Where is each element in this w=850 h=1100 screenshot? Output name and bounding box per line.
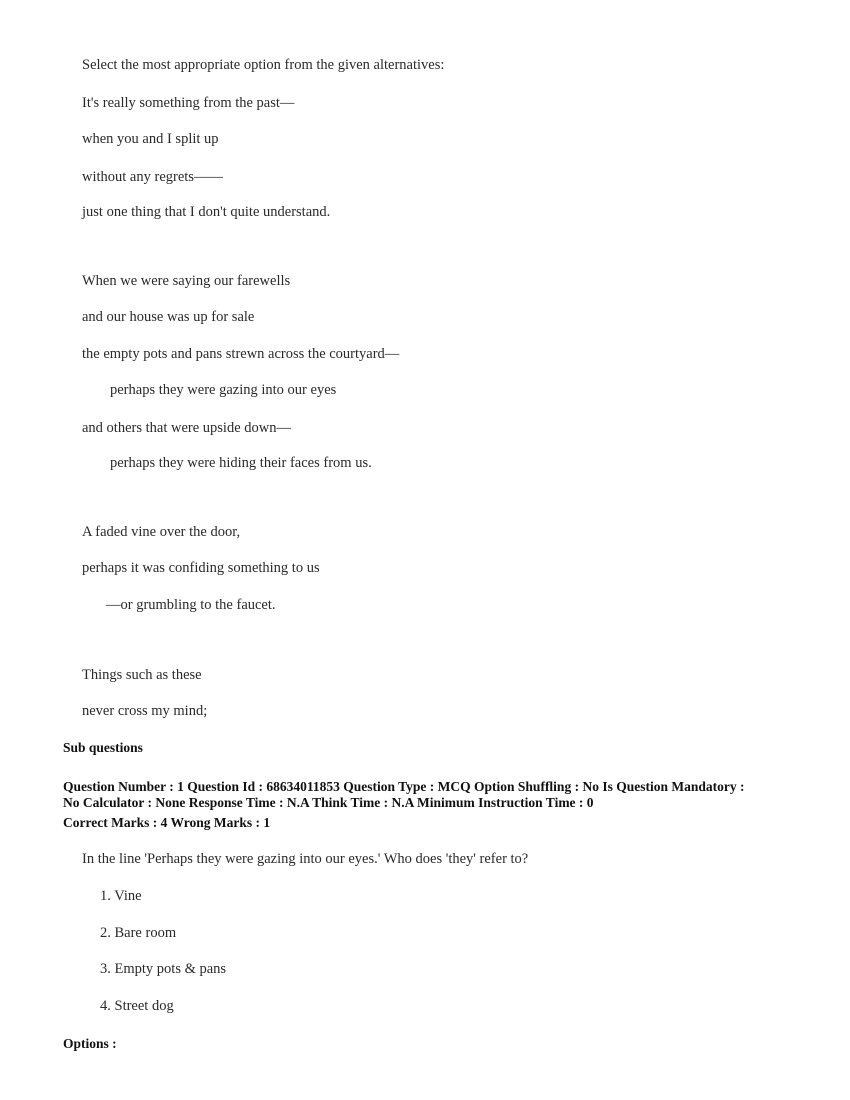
poem-line: the empty pots and pans strewn across the courtyard—	[82, 346, 400, 362]
marks-line: Correct Marks : 4 Wrong Marks : 1	[63, 815, 271, 830]
choice-item: 2. Bare room	[100, 925, 177, 941]
poem-line: A faded vine over the door,	[82, 524, 241, 540]
sub-questions-heading: Sub questions	[63, 740, 143, 755]
poem-line-indented: —or grumbling to the faucet.	[106, 597, 276, 613]
poem-line-indented: perhaps they were hiding their faces from us.	[110, 455, 372, 471]
poem-line: and others that were upside down—	[82, 420, 291, 436]
options-label: Options :	[63, 1036, 117, 1051]
question-meta-line: Question Number : 1 Question Id : 68634011853 Question Type : MCQ Option Shuffling : No Is Question Mandatory :	[63, 779, 745, 794]
choice-item: 3. Empty pots & pans	[100, 961, 227, 977]
instruction-text: Select the most appropriate option from the given alternatives:	[82, 57, 445, 73]
poem-line: without any regrets——	[82, 169, 223, 185]
poem-line: It's really something from the past—	[82, 95, 295, 111]
choice-item: 4. Street dog	[100, 998, 174, 1014]
poem-line: and our house was up for sale	[82, 309, 255, 325]
poem-line: just one thing that I don't quite understand.	[82, 204, 331, 220]
poem-line: perhaps it was confiding something to us	[82, 560, 320, 576]
poem-line: When we were saying our farewells	[82, 273, 291, 289]
question-text: In the line 'Perhaps they were gazing into our eyes.' Who does 'they' refer to?	[82, 851, 529, 867]
question-meta-line: No Calculator : None Response Time : N.A Think Time : N.A Minimum Instruction Time : 0	[63, 795, 594, 810]
poem-line: never cross my mind;	[82, 703, 208, 719]
poem-line: when you and I split up	[82, 131, 219, 147]
choice-item: 1. Vine	[100, 888, 142, 904]
poem-line: Things such as these	[82, 667, 202, 683]
poem-line-indented: perhaps they were gazing into our eyes	[110, 382, 337, 398]
